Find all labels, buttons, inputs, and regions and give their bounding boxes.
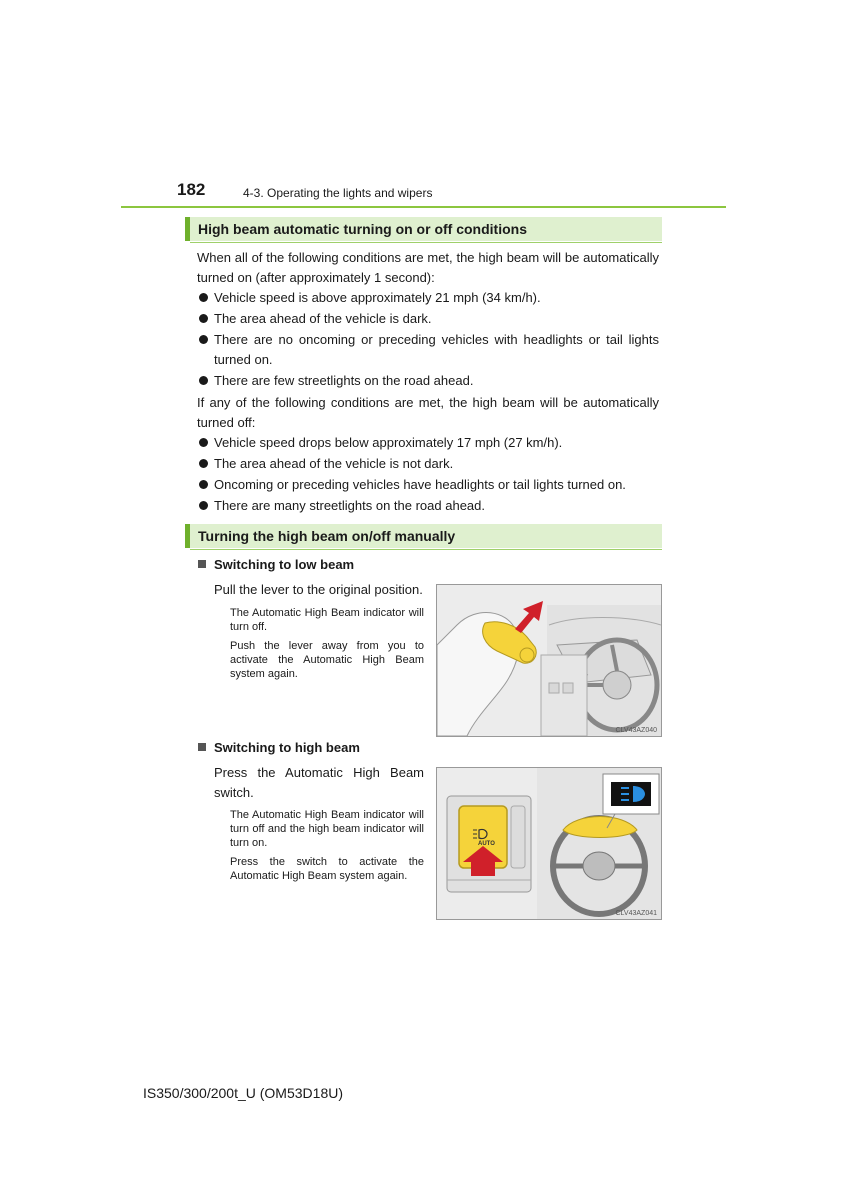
figure-code: CLV43AZ040 [615,727,657,734]
off-conditions-list [197,433,659,517]
section-title: 4-3. Operating the lights and wipers [243,186,433,200]
bullet-icon [199,335,208,344]
high-beam-instruction: Press the Automatic High Beam switch. [214,765,424,800]
intro-on-paragraph: When all of the following conditions are met, the high beam will be automatically turned on (after approximately 1 second): [197,250,659,285]
list-item: The area ahead of the vehicle is not dark. [197,454,659,474]
low-beam-note-1: The Automatic High Beam indicator will turn off. [230,607,424,633]
list-item: The area ahead of the vehicle is dark. [197,309,659,329]
list-item: Vehicle speed drops below approximately 17 mph (27 km/h). [197,433,659,453]
page-number: 182 [177,180,206,199]
low-beam-instruction: Pull the lever to the original position. [214,582,423,597]
high-beam-note-2: Press the switch to activate the Automatic High Beam system again. [230,856,424,882]
figure-code: CLV43AZ041 [615,910,657,917]
list-item: There are few streetlights on the road ahead. [197,371,659,391]
square-bullet-icon [198,743,206,751]
bullet-icon [199,480,208,489]
bullet-icon [199,376,208,385]
list-item: Vehicle speed is above approximately 21 mph (34 km/h). [197,288,659,308]
list-item: There are many streetlights on the road ahead. [197,496,659,516]
low-beam-note-2: Push the lever away from you to activate the Automatic High Beam system again. [230,640,424,680]
auto-switch-label: AUTO [478,841,495,847]
list-item: There are no oncoming or preceding vehicles with headlights or tail lights turned on. [197,330,659,370]
high-beam-note-1: The Automatic High Beam indicator will turn off and the high beam indicator will turn on. [230,809,424,849]
lever-illustration [436,584,662,737]
bullet-icon [199,501,208,510]
heading-automatic-conditions: High beam automatic turning on or off conditions [185,217,662,241]
intro-off-paragraph: If any of the following conditions are met, the high beam will be automatically turned off: [197,395,659,430]
heading-manual-control: Turning the high beam on/off manually [185,524,662,548]
bullet-icon [199,459,208,468]
on-conditions-list [197,288,659,392]
bullet-icon [199,438,208,447]
header-divider [121,206,726,208]
footer-model: IS350/300/200t_U (OM53D18U) [143,1085,343,1101]
list-item: Oncoming or preceding vehicles have headlights or tail lights turned on. [197,475,659,495]
switch-illustration [436,767,662,920]
bullet-icon [199,314,208,323]
square-bullet-icon [198,560,206,568]
subheading-low-beam: Switching to low beam [198,557,354,572]
subheading-high-beam: Switching to high beam [198,740,360,755]
bullet-icon [199,293,208,302]
